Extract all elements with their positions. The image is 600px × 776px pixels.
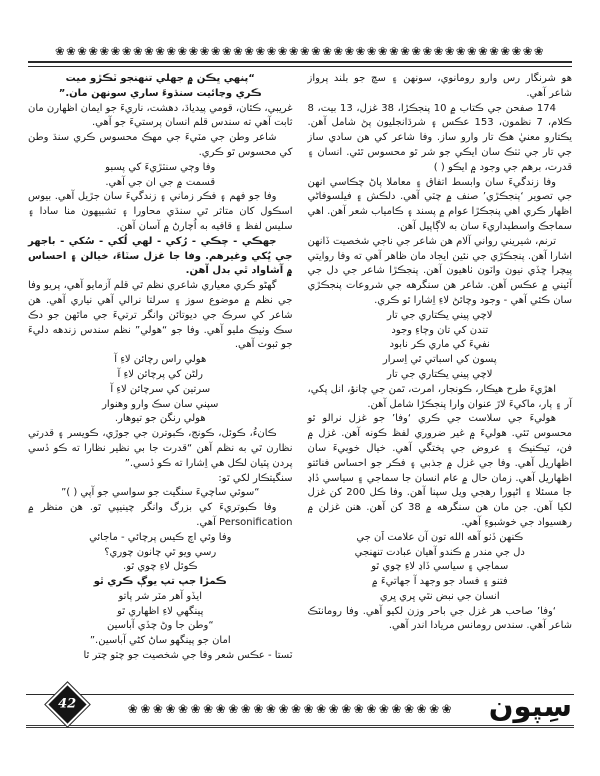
text-columns bbox=[0, 67, 600, 664]
verse-block bbox=[308, 575, 573, 605]
verse-line: تندن کي تان وڄاءِ وجود bbox=[391, 324, 489, 336]
verse-line: ڪري وڃائيت سنڌوءَ ساري سونهن مان.” bbox=[58, 87, 262, 99]
verse-line: پسون کي اسباتي ٿي اِسرار bbox=[382, 354, 497, 366]
verse-block bbox=[28, 486, 293, 501]
verse-line: لاچي پيني يڪتاري جي تار bbox=[387, 309, 493, 321]
verse-line: قسمت ۾ جي ان جي آهي. bbox=[105, 176, 216, 188]
paragraph: وفا جو فهم ۽ فڪر زماني ۽ زندگيءَ سان جڙيل آهي. بيوس اسڪول کان متاثر ٿي سنڌي محاورا ۽ تشبيهون منا سادا ۽ سليس لفظ ۽ قافيه به اُچارڻ ۾ آسان آهن. bbox=[28, 191, 293, 232]
paragraph: هو شرنگار رس وارو رومانوي، سونهن ۽ سچ جو بلند پرواز شاعر آهي. bbox=[307, 73, 572, 99]
verse-line: پينگهي لاءِ اظهاري ٿو bbox=[117, 605, 204, 617]
verse-line: دل جي مندر ۾ ڪندو آهيان عبادت تنهنجي bbox=[354, 546, 525, 558]
verse-line: سماجي ۽ سياسي ڏاڍ لاءِ چوي ٿو bbox=[371, 561, 509, 573]
verse-line: هولي راس رچائن لاءِ آ bbox=[114, 354, 207, 366]
verse-line: رلڻن کي پرچائن لاءِ آ bbox=[117, 368, 203, 380]
verse-line: وفا وئي اچ ڪيس پرچائي - ماجائي bbox=[89, 531, 232, 543]
flower-ornament-row-top: ❀❀❀❀❀❀❀❀❀❀❀❀❀❀❀❀❀❀❀❀❀❀❀❀❀❀❀❀❀❀❀❀❀❀❀❀❀❀❀❀❀❀❀❀ bbox=[55, 44, 545, 58]
verse-block bbox=[28, 575, 293, 590]
verse-line: سپني سان سڪ وارو وهنوار bbox=[102, 398, 219, 410]
paragraph: سنگيتڪار لکي ٿو: bbox=[218, 472, 293, 484]
verse-block bbox=[308, 560, 573, 575]
verse-block bbox=[28, 161, 293, 191]
verse-line: انسان جي نبض نٿي ڀري ڀري bbox=[379, 590, 500, 602]
verse-line: امان جو پينگهو ساڻ کڻي آباسين.” bbox=[89, 635, 231, 647]
verse-block bbox=[28, 619, 293, 649]
verse-block bbox=[28, 531, 293, 561]
verse-line: ڪوئل لاءِ چوي ٿو. bbox=[123, 561, 198, 573]
verse-block bbox=[28, 353, 293, 427]
page-number-badge bbox=[48, 685, 86, 723]
verse-block bbox=[28, 590, 293, 620]
flower-ornament-row-footer: ❀❀❀❀❀❀❀❀❀❀❀❀❀❀❀❀❀❀❀❀❀❀❀❀❀❀ bbox=[127, 702, 455, 716]
verse-block bbox=[28, 72, 293, 102]
magazine-title: سِپون bbox=[488, 689, 572, 723]
verse-line: رسي ويو ٿي چانون چوري؟ bbox=[104, 546, 217, 558]
paragraph: ڪانءُ، ڪوئل، ڪونج، ڪبوترن جي جوڙي، ڪويسر ۽ قدرتي نظارن ٿي به نظم آهن “قدرت جا بي نظير نظارا ته ڪو ڏسي پردن پٽيان لڪل هي اِشارا ته ڪو ڏسي.” bbox=[28, 428, 293, 469]
verse-line: “پنهي ڀڪن ۾ جهلي تنهنجو ٽڪڙو ميت bbox=[65, 73, 255, 84]
verse-line: فتنو ۽ فساد جو وجهد آ جهاتيءَ ۾ bbox=[371, 576, 508, 588]
top-border bbox=[0, 0, 600, 67]
footer-border bbox=[26, 689, 574, 728]
verse-line: لاچي پيني يڪتاري جي تار bbox=[387, 368, 493, 380]
verse-line: هولي رنگن جو تيوهار. bbox=[114, 413, 206, 425]
paragraph: اهڙيءَ طرح هيڪار، ڪونجار، امرت، ٿمن جي چانؤ، انل پکي، آر ۽ پار، ماکيءَ لاڙ عنوان وارا پنجڪڙا شامل آهن. bbox=[307, 383, 572, 410]
verse-block bbox=[308, 309, 573, 383]
paragraph: شاعر وطن جي مٽيءَ جي مهڪ محسوس ڪري سنڌ وطن کي محسوس ٿو ڪري. bbox=[28, 132, 293, 158]
verse-block bbox=[28, 560, 293, 575]
paragraph: وفا ڪبوتريءَ کي بزرگ وانگر چينيپي ٿو. هن منظر ۾ Personification آهي. bbox=[28, 502, 293, 528]
paragraph: غريبي، ڪئان، قومي پيدياڌ، دهشت، ناريءَ جو ايمان اظهارن مان ثابت آهي ته سندس قلم انسان پرستيءَ جو آهي. bbox=[27, 102, 293, 129]
paragraph: ‘وفا’ صاحب هر غزل جي باحر وزن لکيو آهي. وفا رومانٽڪ شاعر آهي. سندس رومانس مريادا اندر آهي. bbox=[307, 605, 572, 632]
paragraph: جهڪي - چڪي - رُکي - لهي لُکي - سُکي - باجهر جي ڀُکي وغيرهم. وفا جا غزل سٽاءَ، خيالن ۽ احساس ۾ آشاواد ٿي بدل آهن. bbox=[28, 235, 293, 277]
verse-block bbox=[308, 531, 573, 561]
page-number: 42 bbox=[58, 697, 77, 712]
verse-line: نفيءَ کي ماري ڪر نابود bbox=[389, 339, 490, 351]
paragraph: 174 صفحن جي ڪتاب ۾ 10 پنجڪڙا، 38 غزل، 13 بيت، 8 ڪلام، 7 نظمون، 153 عڪس ۽ شرڌانجليون پڻ شامل آهن. يڪتارو معنيٰ هڪ تار وارو ساز. وفا شاعر کي هن سادي ساز جي تار جي ٺٺڪ سان ايڪي جو شر ٿو محسوس ٿئي. انسان ۽ قدرت، برهم جي وجود ۾ ايڪو ( ) bbox=[307, 102, 572, 173]
verse-line: ڪنهن ڏٺو آهه الله تون آن علامت اَن جي bbox=[356, 531, 524, 543]
verse-line: وفا وڄي سنٽڙيءَ کي پسبو bbox=[105, 161, 216, 173]
paragraph: وفا زندگيءَ سان وابسط اتفاق ۽ معاملا پاڻ چڪاسي انهن جي تصوير ‘پنجڪڙي’ صنف ۾ چٽي آهي. دلڪش ۽ فيلسوفاڻي اظهار ڪري اهي پنجڪڙا عوام ۾ پسند ۽ ڪامياب شعر آهن. اهي سماجڪ واسطيداريءَ سان به لاڳاپيل آهن. bbox=[307, 176, 572, 232]
paragraph: ٽستا - عڪس شعر وفا جي شخصيت جو چٽو چتر ٿا bbox=[83, 650, 293, 662]
paragraph: گهڻو ڪري معياري شاعري نظم ٿي قلم آزمايو آهي، پريو وفا جي نظم ۾ موضوع سوز ۽ سرلتا نرالي آهي نياري آهي. هن شاعر کي سرڪ جي ديوتائن وانگر ترتيءَ جي ماٿهن جو دڪ سڪ وٺيڪ مليو آهي. وفا جو “هولي” نظم سندس زندهه دليءَ جو ثبوت آهي. bbox=[28, 280, 293, 351]
paragraph: ترنم، شيريني رواني آلام هن شاعر جي ناجي شخصيت ڏانهن اشارا آهن. پنجڪڙي جي نئين ايجاد مان ظاهر آهي ته وفا روايتي پيچرا ڇڏي نيون واٽون ٺاهيون آهن. پنجڪڙا شاعر جي دل جي آئيني ۾ عڪس آهن. شاعر هن سنگرهه جي شروعات پنجڪڙي سان ڪئي آهي - وجود وچائڻ لاءِ اِشارا ٿو ڪري. bbox=[307, 235, 572, 306]
verse-line: “سوئي ساچيءَ سنگيت جو سواسي جو آپي ( )” bbox=[61, 487, 260, 499]
verse-line: سرتين کي سرچائن لاءِ آ bbox=[110, 383, 211, 395]
column-right bbox=[308, 72, 573, 664]
column-left bbox=[28, 72, 293, 664]
verse-line: “وطن جا وڻ چڏي آباسين bbox=[106, 620, 214, 632]
verse-line: ڪمڙا جپ تپ يوڳ ڪري ٿو bbox=[93, 576, 227, 588]
verse-line: ايڏو آهر مٽر شر پاتو bbox=[118, 590, 202, 602]
paragraph: هوليءَ جي سلاست جي ڪري ‘وفا’ جو غزل نرالو ٿو محسوس ٿئي. هوليءَ ۾ غير ضروري لفظ ڪونه آهن. غزل ۾ فن، ٽيڪنيڪ ۽ عروض جي پختگي آهي. خيال خوبيءَ سان اظهاريل آهي. وفا جي غزل ۾ جذبي ۽ فڪر جو احساس فنائتو اظهاريل آهي. زمان حال ۾ عام انسان جا سماجي ۽ سياسي ڏاڍ جا مسئلا ۽ اڻپورا رهجي ويل سپنا آهن. وفا ڪل 200 کن غزل لکيا آهن. جن مان هن سنگرهه ۾ 38 کن آهن. هنن غزلن ۾ رهسيواد جي خوشبوءِ آهي. bbox=[307, 413, 573, 528]
